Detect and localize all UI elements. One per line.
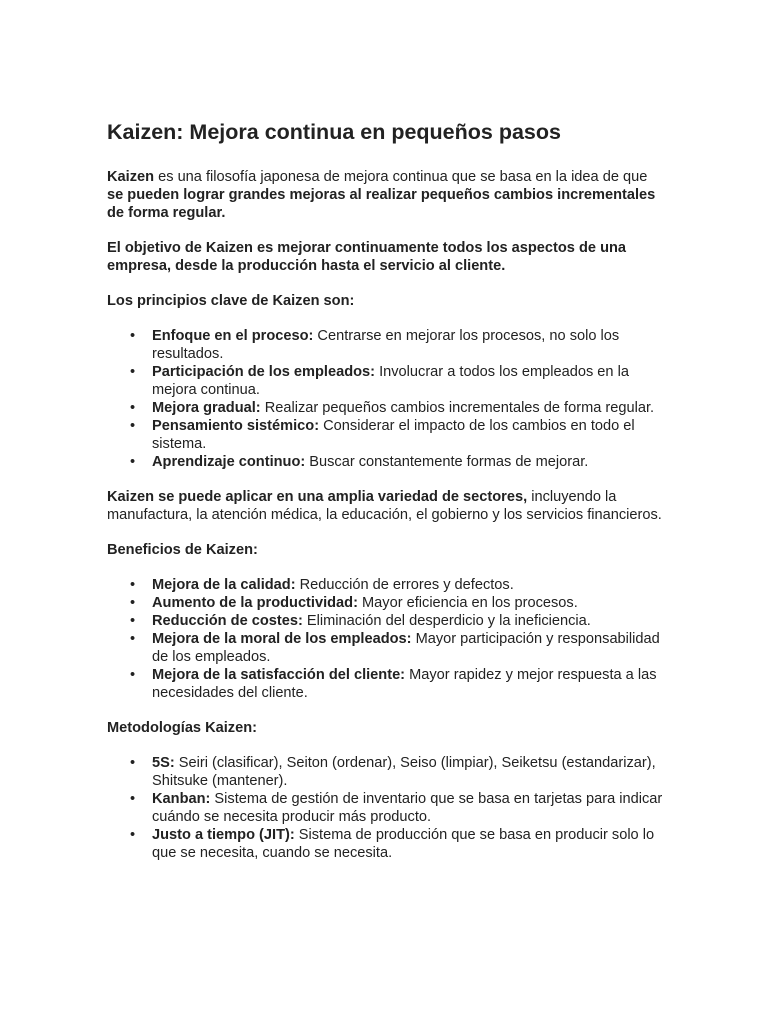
item-label: Justo a tiempo (JIT): bbox=[152, 827, 295, 843]
list-item bbox=[152, 594, 667, 612]
list-item bbox=[152, 790, 667, 826]
item-text: Mayor rapidez y mejor respuesta a las necesidades del cliente. bbox=[152, 667, 657, 701]
item-text: Sistema de gestión de inventario que se basa en tarjetas para indicar cuándo se necesita producir más producto. bbox=[152, 791, 663, 825]
item-label: Mejora de la moral de los empleados: bbox=[152, 631, 412, 647]
list-item bbox=[152, 417, 667, 453]
intro-term: Kaizen bbox=[107, 169, 155, 185]
list-item bbox=[152, 666, 667, 702]
item-text: Buscar constantemente formas de mejorar. bbox=[305, 454, 589, 470]
list-item bbox=[152, 630, 667, 666]
list-item bbox=[152, 453, 667, 471]
intro-text: es una filosofía japonesa de mejora continua que se basa en la idea de que bbox=[154, 169, 648, 185]
item-text: Centrarse en mejorar los procesos, no solo los resultados. bbox=[152, 328, 620, 362]
item-label: Mejora de la satisfacción del cliente: bbox=[152, 667, 406, 683]
objective-paragraph bbox=[107, 239, 667, 275]
item-text: Mayor eficiencia en los procesos. bbox=[357, 595, 578, 611]
item-text: Reducción de errores y defectos. bbox=[295, 577, 514, 593]
item-text: Seiri (clasificar), Seiton (ordenar), Seiso (limpiar), Seiketsu (estandarizar), Shitsuke (mantener). bbox=[152, 755, 656, 789]
item-text: Mayor participación y responsabilidad de los empleados. bbox=[152, 631, 660, 665]
item-text: Sistema de producción que se basa en producir solo lo que se necesita, cuando se necesita. bbox=[152, 827, 655, 861]
principles-heading bbox=[107, 292, 667, 310]
item-label: Reducción de costes: bbox=[152, 613, 303, 629]
page-title: Kaizen: Mejora continua en pequeños pasos bbox=[107, 120, 561, 144]
methodologies-heading bbox=[107, 719, 667, 737]
benefits-list bbox=[107, 576, 667, 702]
item-label: Mejora de la calidad: bbox=[152, 577, 296, 593]
item-label: 5S: bbox=[152, 755, 175, 771]
list-item bbox=[152, 612, 667, 630]
item-label: Aumento de la productividad: bbox=[152, 595, 358, 611]
methodologies-heading-text: Metodologías Kaizen: bbox=[107, 720, 257, 736]
item-label: Kanban: bbox=[152, 791, 211, 807]
sectors-text: incluyendo la manufactura, la atención médica, la educación, el gobierno y los servicios financieros. bbox=[107, 489, 662, 523]
item-label: Pensamiento sistémico: bbox=[152, 418, 320, 434]
item-text: Considerar el impacto de los cambios en todo el sistema. bbox=[152, 418, 635, 452]
list-item bbox=[152, 327, 667, 363]
document-page bbox=[107, 118, 667, 879]
list-item bbox=[152, 576, 667, 594]
item-label: Participación de los empleados: bbox=[152, 364, 376, 380]
principles-list bbox=[107, 327, 667, 471]
item-label: Enfoque en el proceso: bbox=[152, 328, 314, 344]
list-item bbox=[152, 363, 667, 399]
benefits-heading bbox=[107, 541, 667, 559]
item-label: Mejora gradual: bbox=[152, 400, 261, 416]
list-item bbox=[152, 754, 667, 790]
sectors-paragraph bbox=[107, 488, 667, 524]
sectors-bold: Kaizen se puede aplicar en una amplia variedad de sectores, bbox=[107, 489, 528, 505]
item-text: Eliminación del desperdicio y la ineficiencia. bbox=[302, 613, 591, 629]
intro-paragraph bbox=[107, 168, 667, 222]
item-label: Aprendizaje continuo: bbox=[152, 454, 306, 470]
intro-bold: se pueden lograr grandes mejoras al realizar pequeños cambios incrementales de forma regular. bbox=[107, 187, 656, 221]
item-text: Involucrar a todos los empleados en la mejora continua. bbox=[152, 364, 629, 398]
list-item bbox=[152, 399, 667, 417]
principles-heading-text: Los principios clave de Kaizen son: bbox=[107, 293, 355, 309]
methodologies-list bbox=[107, 754, 667, 862]
benefits-heading-text: Beneficios de Kaizen: bbox=[107, 542, 258, 558]
list-item bbox=[152, 826, 667, 862]
item-text: Realizar pequeños cambios incrementales de forma regular. bbox=[260, 400, 655, 416]
objective-text: El objetivo de Kaizen es mejorar continuamente todos los aspectos de una empresa, desde la producción hasta el servicio al cliente. bbox=[107, 240, 627, 274]
